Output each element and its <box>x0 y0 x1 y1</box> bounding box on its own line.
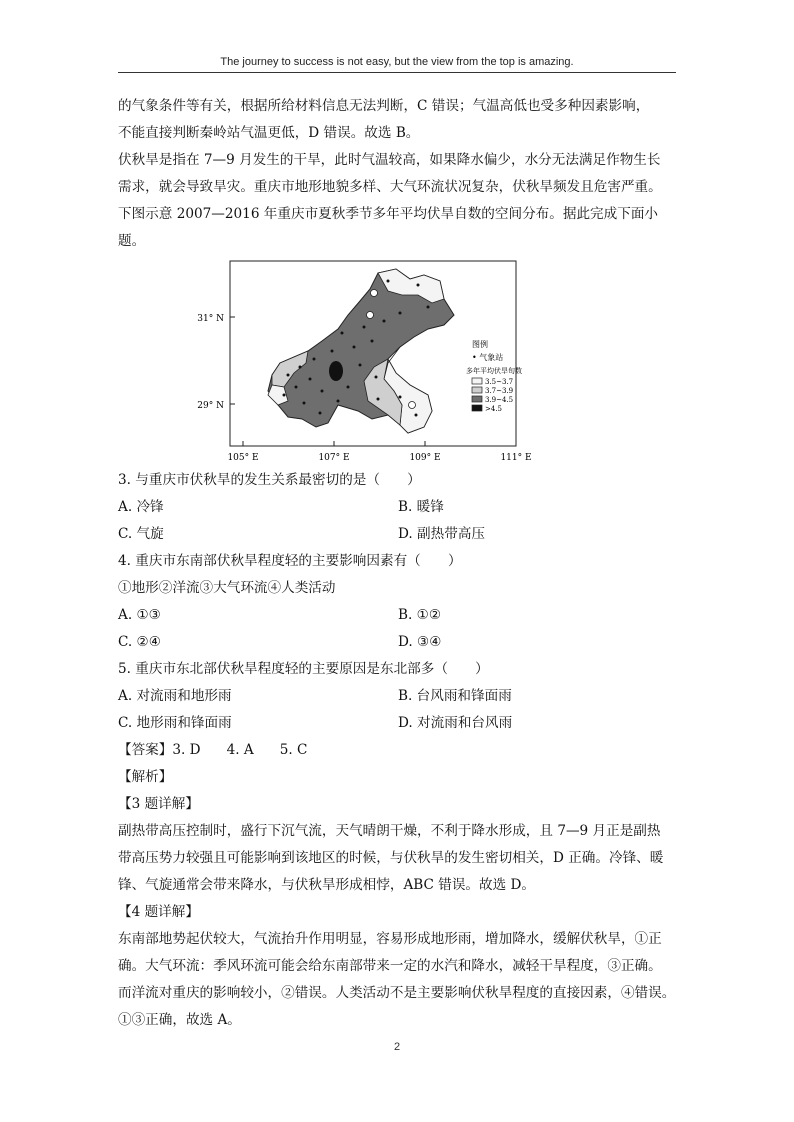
detail-line: 副热带高压控制时，盛行下沉气流，天气晴朗干燥，不利于降水形成，且 7—9 月正是副热 <box>118 823 661 839</box>
option: C. 气旋 <box>118 526 164 542</box>
option: A. 冷锋 <box>118 499 164 515</box>
legend-swatch <box>472 396 482 402</box>
legend-title: 图例 <box>472 340 488 349</box>
option: B. ①② <box>398 607 442 623</box>
legend-class-label: 3.9~4.5 <box>485 396 514 404</box>
detail-title: 【3 题详解】 <box>118 796 199 812</box>
answer-line <box>118 737 678 764</box>
paragraph-line: 需求，就会导致旱灾。重庆市地形地貌多样、大气环流状况复杂，伏秋旱频发且危害严重。 <box>118 179 662 195</box>
legend-swatch <box>472 387 482 393</box>
answer-item: 3. D <box>172 742 201 758</box>
legend-station: • 气象站 <box>472 353 504 362</box>
option: D. 副热带高压 <box>398 526 486 542</box>
zone-above-4.5 <box>329 361 343 381</box>
lat-label: 29° N <box>197 401 224 411</box>
option-row <box>118 629 678 656</box>
lon-label: 109° E <box>409 453 441 463</box>
header-rule <box>118 72 676 73</box>
option: A. 对流雨和地形雨 <box>118 688 232 704</box>
detail-line: 确。大气环流：季风环流可能会给东南部带来一定的水汽和降水，减轻干旱程度，③正确。 <box>118 958 662 974</box>
option-row <box>118 683 678 710</box>
detail-line: 锋、气旋通常会带来降水，与伏秋旱形成相悖，ABC 错误。故选 D。 <box>118 877 536 893</box>
question-stem: 5. 重庆市东北部伏秋旱程度轻的主要原因是东北部多（ ） <box>118 661 489 677</box>
detail-line: ①③正确，故选 A。 <box>118 1012 241 1028</box>
option: C. ②④ <box>118 634 161 650</box>
legend-subtitle: 多年平均伏旱旬数 <box>466 367 522 375</box>
detail-title: 【4 题详解】 <box>118 904 199 920</box>
detail-line: 而洋流对重庆的影响较小，②错误。人类活动不是主要影响伏秋旱程度的直接因素，④错误。 <box>118 985 676 1001</box>
answer-item: 4. A <box>226 742 254 758</box>
paragraph-line: 的气象条件等有关，根据所给材料信息无法判断，C 错误；气温高低也受多种因素影响， <box>118 98 650 114</box>
paragraph-line: 不能直接判断秦岭站气温更低，D 错误。故选 B。 <box>118 125 420 141</box>
answer-item: 5. C <box>279 742 308 758</box>
paragraph-line: 下图示意 2007—2016 年重庆市夏秋季节多年平均伏旱自数的空间分布。据此完成下面小题。 <box>118 206 659 249</box>
map-figure <box>118 255 678 467</box>
question-extra: ①地形②洋流③大气环流④人类活动 <box>118 580 336 596</box>
analysis-label: 【解析】 <box>118 769 173 785</box>
paragraph-line: 伏秋旱是指在 7—9 月发生的干旱，此时气温较高，如果降水偏少，水分无法满足作物生长 <box>118 152 661 168</box>
detail-line: 带高压势力较强且可能影响到该地区的时候，与伏秋旱的发生密切相关，D 正确。冷锋、暖 <box>118 850 664 866</box>
detail-line: 东南部地势起伏较大，气流抬升作用明显，容易形成地形雨，增加降水，缓解伏秋旱，①正 <box>118 931 662 947</box>
option: B. 暖锋 <box>398 499 444 515</box>
option: D. ③④ <box>398 634 442 650</box>
header-motto: The journey to success is not easy, but the view from the top is amazing. <box>220 56 574 68</box>
chongqing-drought-map <box>188 255 568 467</box>
legend-swatch <box>472 378 482 384</box>
legend-class-label: 3.5~3.7 <box>485 378 514 386</box>
lat-label: 31° N <box>197 314 224 324</box>
lon-label: 111° E <box>500 453 532 463</box>
answer-label: 【答案】 <box>118 742 173 758</box>
lon-label: 105° E <box>227 453 259 463</box>
option-row <box>118 521 678 548</box>
option-row <box>118 602 678 629</box>
option: C. 地形雨和锋面雨 <box>118 715 232 731</box>
page-number: 2 <box>393 1041 401 1053</box>
legend-swatch <box>472 405 482 411</box>
legend-class-label: >4.5 <box>485 405 502 413</box>
document-body <box>118 93 678 1034</box>
legend-class-label: 3.7~3.9 <box>485 387 514 395</box>
option: A. ①③ <box>118 607 161 623</box>
question-stem: 3. 与重庆市伏秋旱的发生关系最密切的是（ ） <box>118 472 421 488</box>
option: D. 对流雨和台风雨 <box>398 715 513 731</box>
option: B. 台风雨和锋面雨 <box>398 688 512 704</box>
option-row <box>118 494 678 521</box>
question-stem: 4. 重庆市东南部伏秋旱程度轻的主要影响因素有（ ） <box>118 553 462 569</box>
option-row <box>118 710 678 737</box>
lon-label: 107° E <box>318 453 350 463</box>
